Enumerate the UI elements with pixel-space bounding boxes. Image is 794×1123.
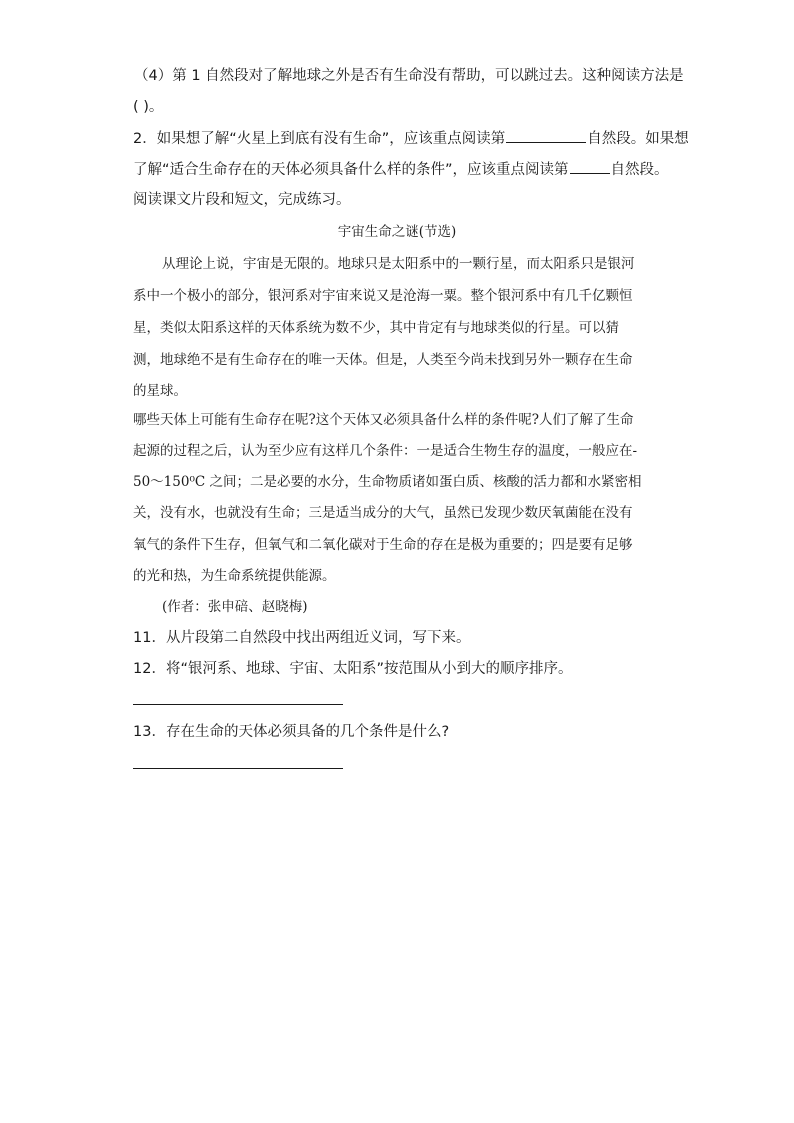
passage-author: (作者：张申碚、赵晓梅)	[162, 599, 308, 615]
q2-blank-2[interactable]	[570, 159, 610, 174]
passage-title: 宇宙生命之谜(节选)	[337, 224, 457, 240]
q2-mid: 自然段。如果想	[587, 131, 689, 147]
q2-line2	[133, 159, 669, 180]
question-11: 11．从片段第二自然段中找出两组近义词，写下来。	[133, 630, 471, 646]
q4-answer-parens: ( )。	[133, 99, 164, 115]
q4-line1: （4）第 1 自然段对了解地球之外是否有生命没有帮助，可以跳过去。这种阅读方法是	[134, 68, 684, 84]
passage-line: 氧气的条件下生存，但氧气和二氧化碳对于生命的存在是极为重要的；四是要有足够	[133, 537, 633, 553]
passage-line: 系中一个极小的部分，银河系对宇宙来说又是沧海一粟。整个银河系中有几千亿颗恒	[133, 288, 633, 304]
passage-line: 星，类似太阳系这样的天体系统为数不少，其中肯定有与地球类似的行星。可以猜	[133, 320, 619, 336]
passage-line: 哪些天体上可能有生命存在呢?这个天体又必须具备什么样的条件呢?人们了解了生命	[133, 412, 634, 428]
passage-line: 的星球。	[133, 383, 187, 399]
q2-blank-1[interactable]	[506, 128, 586, 143]
passage-line: 的光和热，为生命系统提供能源。	[133, 568, 336, 584]
question-12: 12．将“银河系、地球、宇宙、太阳系”按范围从小到大的顺序排序。	[133, 661, 573, 677]
q2-line2-prefix: 了解“适合生命存在的天体必须具备什么样的条件”，应该重点阅读第	[133, 162, 569, 178]
q2-line2-suffix: 自然段。	[610, 162, 669, 178]
q2-line1	[133, 128, 689, 149]
q13-answer-line[interactable]	[133, 768, 343, 769]
passage-line: 从理论上说，宇宙是无限的。地球只是太阳系中的一颗行星，而太阳系只是银河	[162, 256, 635, 272]
question-13: 13．存在生命的天体必须具备的几个条件是什么?	[133, 724, 450, 740]
passage-line: 起源的过程之后，认为至少应有这样几个条件：一是适合生物生存的温度，一般应在-	[133, 443, 638, 459]
q12-answer-line[interactable]	[133, 704, 343, 705]
passage-line: 测，地球绝不是有生命存在的唯一天体。但是，人类至今尚未找到另外一颗存在生命	[133, 352, 633, 368]
passage-line: 关，没有水，也就没有生命；三是适当成分的大气，虽然已发现少数厌氧菌能在没有	[133, 505, 633, 521]
passage-line: 50～150⁰C 之间；二是必要的水分，生命物质诸如蛋白质、核酸的活力都和水紧密相	[133, 474, 642, 490]
q2-prefix: 2．如果想了解“火星上到底有没有生命”，应该重点阅读第	[133, 131, 506, 147]
reading-instruction: 阅读课文片段和短文，完成练习。	[133, 192, 351, 208]
